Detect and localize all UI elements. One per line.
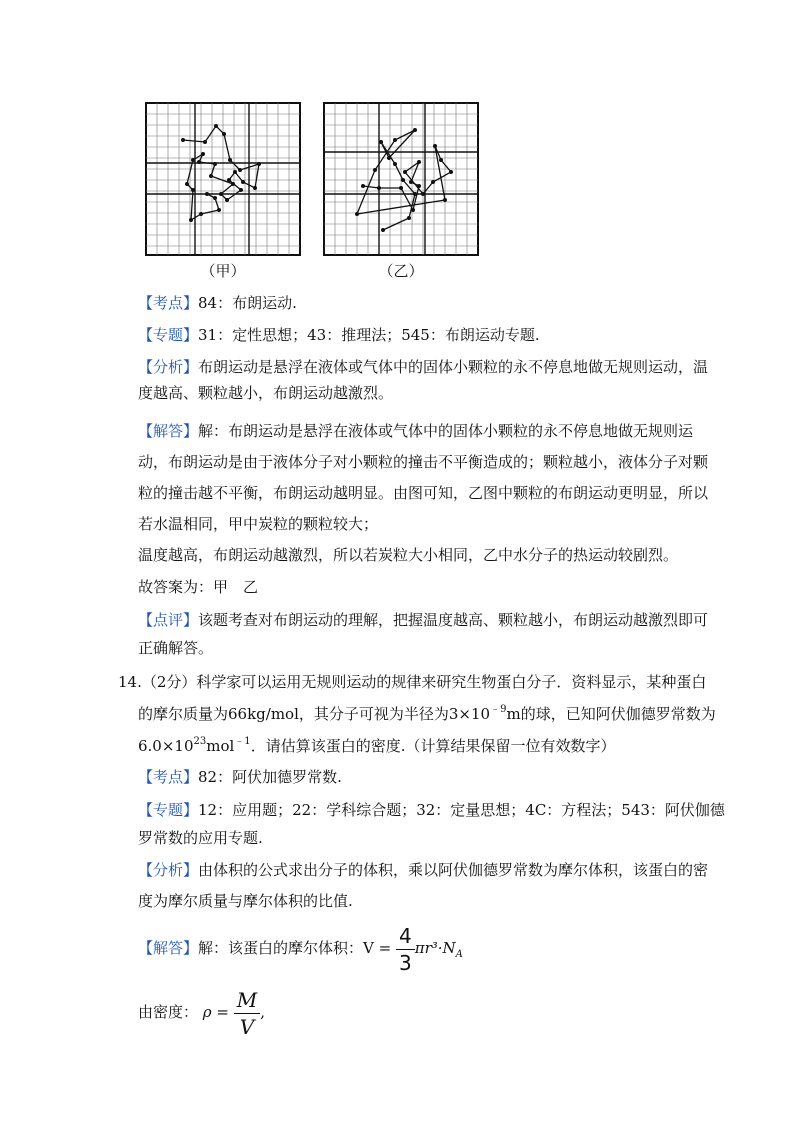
q14-stem-line2 xyxy=(138,704,716,724)
fraction-m-over-v xyxy=(234,987,260,1040)
brownian-figures xyxy=(145,102,545,282)
q13-dianping xyxy=(138,610,708,630)
tag-kaodian: 【考点】 xyxy=(138,294,199,312)
formula-subscript: A xyxy=(455,949,463,960)
grid-jia xyxy=(145,102,301,256)
dianping-line: 该题考查对布朗运动的理解，把握温度越高、颗粒越小，布朗运动越激烈即可 xyxy=(198,611,709,629)
q14-fenxi-line2: 度为摩尔质量与摩尔体积的比值. xyxy=(138,892,353,910)
tag-jieda: 【解答】 xyxy=(138,939,199,957)
caption-yi: （乙） xyxy=(378,262,424,280)
zhuanti-text: 12：应用题；22：学科综合题；32：定量思想；4C：方程法；543：阿伏伽德 xyxy=(198,801,725,819)
tag-zhuanti: 【专题】 xyxy=(138,326,199,344)
q13-answer: 故答案为：甲 乙 xyxy=(138,578,259,596)
q13-jieda-line4: 若水温相同，甲中炭粒的颗粒较大； xyxy=(138,515,379,533)
q13-jieda-line2: 动，布朗运动是由于液体分子对小颗粒的撞击不平衡造成的；颗粒越小，液体分子对颗 xyxy=(138,453,709,471)
q14-zhuanti-line2: 罗常数的应用专题. xyxy=(138,829,263,847)
stem-text: 的摩尔质量为66kg/mol，其分子可视为半径为3×10 xyxy=(138,705,491,723)
q13-kaodian xyxy=(138,293,297,313)
frac-denominator: 3 xyxy=(399,950,412,975)
density-tail: , xyxy=(260,1003,266,1021)
stem-text: mol xyxy=(206,737,235,755)
q13-fenxi xyxy=(138,357,708,377)
stem-text: 6.0×10 xyxy=(138,737,194,755)
jieda-text: 解：该蛋白的摩尔体积：V xyxy=(198,939,374,957)
q13-jieda xyxy=(138,421,693,441)
caption-jia: （甲） xyxy=(200,262,246,280)
q13-zhuanti xyxy=(138,325,540,345)
grid-yi xyxy=(323,102,479,256)
q14-stem-line1: 14.（2分）科学家可以运用无规则运动的规律来研究生物蛋白分子．资料显示，某种蛋白 xyxy=(118,673,707,691)
volume-formula: πr³·N xyxy=(414,939,456,957)
fenxi-line: 布朗运动是悬浮在液体或气体中的固体小颗粒的永不停息地做无规则运动，温 xyxy=(198,358,709,376)
kaodian-text: 84：布朗运动. xyxy=(198,294,297,312)
q14-fenxi xyxy=(138,860,708,880)
density-label: 由密度： xyxy=(138,1003,199,1021)
frac-denominator: V xyxy=(239,1014,255,1039)
frac-numerator: 4 xyxy=(396,923,415,950)
q14-stem-line3 xyxy=(138,736,615,756)
tag-fenxi: 【分析】 xyxy=(138,861,199,879)
kaodian-text: 82：阿伏加德罗常数. xyxy=(198,768,342,786)
tag-fenxi: 【分析】 xyxy=(138,358,199,376)
figure-jia xyxy=(145,102,301,256)
jieda-line: 解：布朗运动是悬浮在液体或气体中的固体小颗粒的永不停息地做无规则运 xyxy=(198,422,694,440)
rho-symbol: ρ xyxy=(202,1003,212,1021)
stem-text: ．请估算该蛋白的密度.（计算结果保留一位有效数字） xyxy=(250,737,616,755)
tag-kaodian: 【考点】 xyxy=(138,768,199,786)
frac-numerator: M xyxy=(234,987,260,1014)
tag-dianping: 【点评】 xyxy=(138,611,199,629)
q14-jieda xyxy=(138,920,463,983)
q14-kaodian xyxy=(138,767,342,787)
exponent: ﹣1 xyxy=(234,736,251,747)
fenxi-line: 由体积的公式求出分子的体积，乘以阿伏伽德罗常数为摩尔体积，该蛋白的密 xyxy=(198,861,709,879)
tag-zhuanti: 【专题】 xyxy=(138,801,199,819)
q14-density xyxy=(138,984,265,1040)
q13-jieda-line5: 温度越高，布朗运动越激烈，所以若炭粒大小相同，乙中水分子的热运动较剧烈。 xyxy=(138,546,679,564)
fraction-four-thirds xyxy=(396,923,415,976)
q13-jieda-line3: 粒的撞击越不平衡，布朗运动越明显。由图可知，乙图中颗粒的布朗运动更明显，所以 xyxy=(138,484,709,502)
figure-yi xyxy=(323,102,479,256)
zhuanti-text: 31：定性思想；43：推理法；545：布朗运动专题. xyxy=(198,326,540,344)
equals-sign: = xyxy=(216,1003,229,1021)
exponent: 23 xyxy=(193,736,207,747)
tag-jieda: 【解答】 xyxy=(138,422,199,440)
equals-sign: = xyxy=(378,939,392,957)
q13-dianping-line2: 正确解答。 xyxy=(138,639,214,657)
exponent: ﹣9 xyxy=(490,704,507,715)
q14-zhuanti xyxy=(138,800,725,820)
stem-text: m的球，已知阿伏伽德罗常数为 xyxy=(506,705,716,723)
q13-fenxi-line2: 度越高、颗粒越小，布朗运动越激烈。 xyxy=(138,384,394,402)
